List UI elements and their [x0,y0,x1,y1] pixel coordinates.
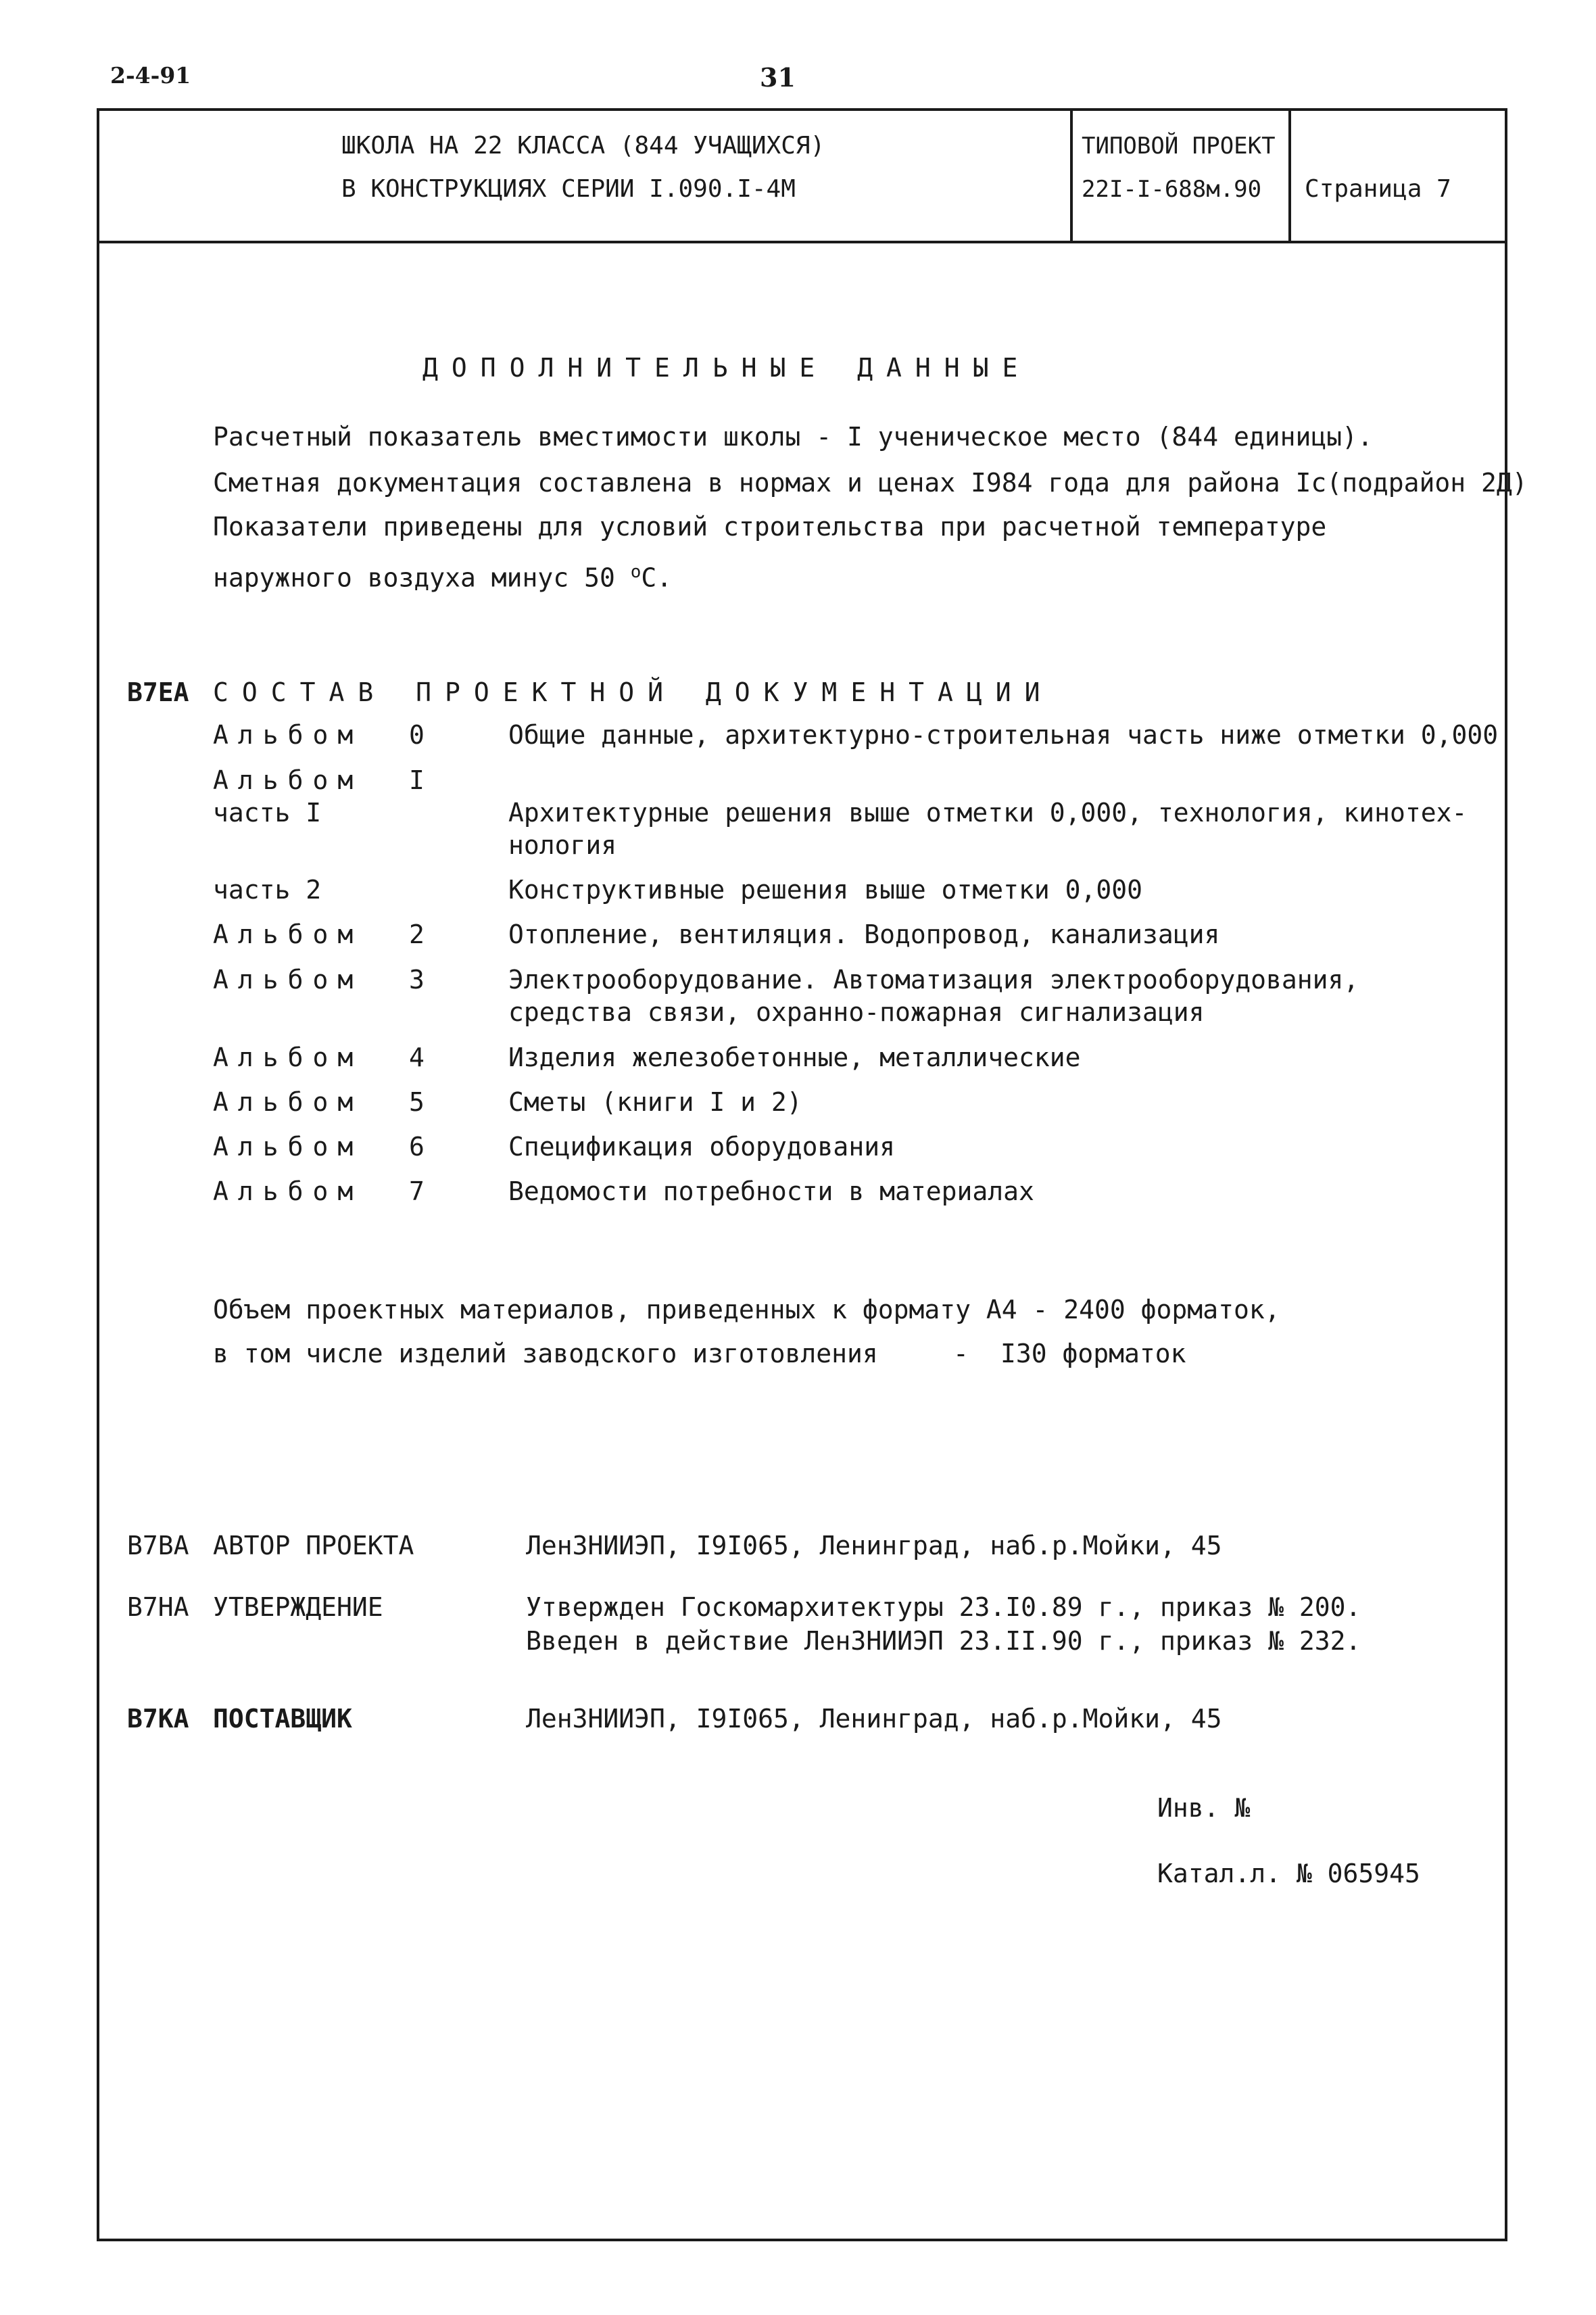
approval-value-1: Утвержден Госкомархитектуры 23.I0.89 г., приказ № 200. [526,1592,1361,1622]
project-title-line1: ШКОЛА НА 22 КЛАССА (844 УЧАЩИХСЯ) [341,132,825,160]
album-number: 7 [409,1176,425,1206]
additional-data-heading: ДОПОЛНИТЕЛЬНЫЕ ДАННЫЕ [422,353,1032,383]
type-project-label: ТИПОВОЙ ПРОЕКТ [1082,133,1276,160]
title-block-divider [1288,108,1291,243]
album-number: I [409,765,425,795]
approval-value-2: Введен в действие ЛенЗНИИЭП 23.II.90 г., приказ № 232. [526,1626,1361,1656]
album-part-label: часть I [213,798,322,828]
volume-count: I30 форматок [1000,1339,1186,1368]
project-title-line2: В КОНСТРУКЦИЯХ СЕРИИ I.090.I-4М [341,175,796,203]
album-description: Архитектурные решения выше отметки 0,000, технология, кинотех- [508,798,1468,828]
page-number: 31 [760,62,796,93]
type-project-number: 22I-I-688м.90 [1082,176,1262,203]
album-label: Альбом [213,1132,363,1162]
additional-line-2: Сметная документация составлена в нормах и ценах I984 года для района Iс(подрайон 2Д) [213,468,1528,498]
album-description: Электрооборудование. Автоматизация электрооборудования, [508,965,1359,995]
album-number: 5 [409,1087,425,1117]
album-number: 3 [409,965,425,995]
composition-heading: СОСТАВ ПРОЕКТНОЙ ДОКУМЕНТАЦИИ [213,677,1054,707]
album-label: Альбом [213,765,363,795]
album-number: 0 [409,720,425,750]
catalog-number: Катал.л. № 065945 [1157,1859,1420,1888]
album-description: Ведомости потребности в материалах [508,1176,1034,1206]
author-value: ЛенЗНИИЭП, I9I065, Ленинград, наб.р.Мойки, 45 [526,1531,1222,1560]
album-description: Спецификация оборудования [508,1132,895,1162]
album-description-cont: средства связи, охранно-пожарная сигнализация [508,997,1205,1027]
volume-line-2: в том числе изделий заводского изготовления [213,1339,878,1368]
album-description: Изделия железобетонные, металлические [508,1043,1081,1072]
document-code: 2-4-91 [110,62,191,89]
degree-symbol: о [630,562,642,582]
supplier-label: ПОСТАВЩИК [213,1704,352,1734]
approval-code: В7НА [127,1592,189,1622]
volume-dash: - [953,1339,969,1368]
album-description-cont: нология [508,830,617,860]
additional-line-4-text: наружного воздуха минус 50 [213,563,631,593]
album-part-label: часть 2 [213,875,322,905]
page-label: Страница 7 [1305,175,1451,203]
title-block-divider [1070,108,1073,243]
album-label: Альбом [213,1176,363,1206]
album-description: Отопление, вентиляция. Водопровод, канализация [508,920,1220,949]
album-description: Общие данные, архитектурно-строительная часть ниже отметки 0,000 [508,720,1499,750]
approval-label: УТВЕРЖДЕНИЕ [213,1592,383,1622]
additional-line-3: Показатели приведены для условий строительства при расчетной температуре [213,512,1327,542]
composition-code: В7ЕА [127,677,189,707]
album-description: Сметы (книги I и 2) [508,1087,802,1117]
album-label: Альбом [213,920,363,949]
inventory-number: Инв. № [1157,1793,1251,1823]
additional-line-1: Расчетный показатель вместимости школы - I ученическое место (844 единицы). [213,422,1373,452]
additional-line-4 [213,556,672,594]
album-number: 6 [409,1132,425,1162]
album-label: Альбом [213,1043,363,1072]
supplier-code: В7КА [127,1704,189,1734]
album-description: Конструктивные решения выше отметки 0,000 [508,875,1142,905]
album-number: 4 [409,1043,425,1072]
additional-line-4-unit: С. [641,563,673,593]
author-label: АВТОР ПРОЕКТА [213,1531,414,1560]
author-code: В7ВА [127,1531,189,1560]
volume-line-1: Объем проектных материалов, приведенных к формату А4 - 2400 форматок, [213,1295,1280,1324]
title-block [97,108,1507,243]
supplier-value: ЛенЗНИИЭП, I9I065, Ленинград, наб.р.Мойки, 45 [526,1704,1222,1734]
album-label: Альбом [213,965,363,995]
album-label: Альбом [213,1087,363,1117]
album-label: Альбом [213,720,363,750]
album-number: 2 [409,920,425,949]
